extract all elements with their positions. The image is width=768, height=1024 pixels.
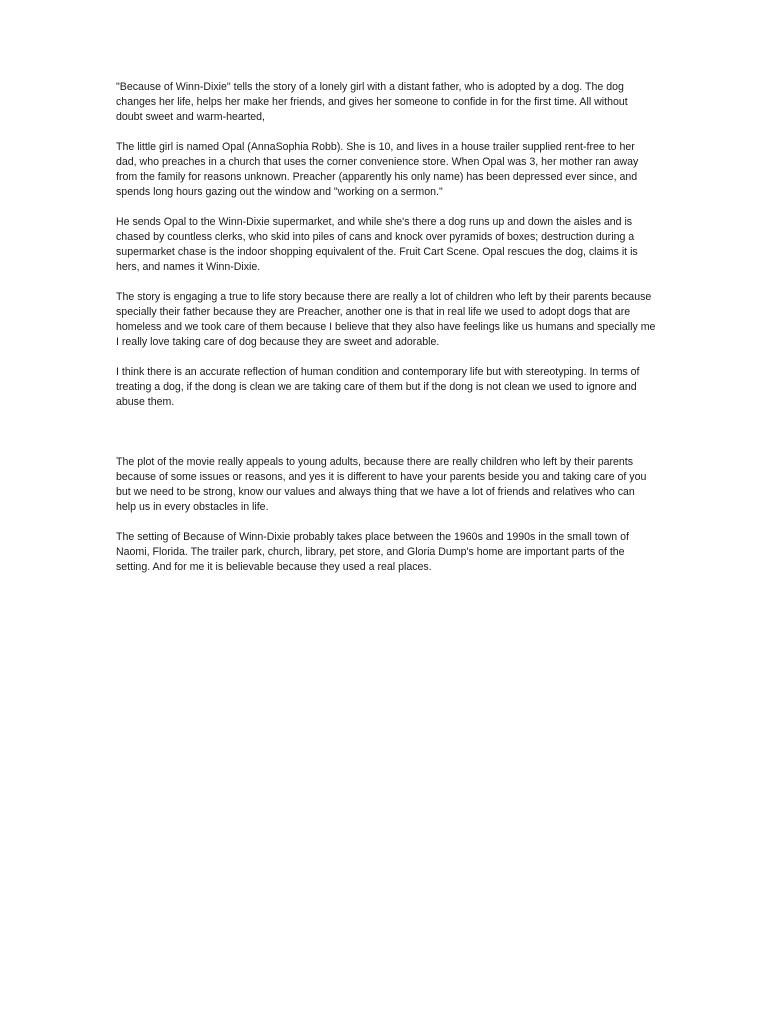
paragraph-opal: The little girl is named Opal (AnnaSophia Robb). She is 10, and lives in a house trailer supplied rent-free to her dad, who preaches in a church that uses the corner convenience store. When Opal was 3, her mother ran away from the family for reasons unknown. Preacher (apparently his only name) has been depressed ever since, and spends long hours gazing out the window and "working on a sermon." bbox=[116, 141, 639, 198]
blank-gap bbox=[116, 425, 656, 455]
paragraph-setting: The setting of Because of Winn-Dixie probably takes place between the 1960s and 1990s in the small town of Naomi, Florida. The trailer park, church, library, pet store, and Gloria Dump's home are important parts of the setting. And for me it is believable because they used a real places. bbox=[116, 531, 629, 573]
paragraph-true-to-life: The story is engaging a true to life story because there are really a lot of children who left by their parents because specially their father because they are Preacher, another one is that in real life we used to adopt dogs that are homeless and we took care of them because I believe that they also have feelings like us humans and specially me I really love taking care of dog because they are sweet and adorable. bbox=[116, 291, 656, 348]
paragraph-plot: The plot of the movie really appeals to young adults, because there are really children who left by their parents because of some issues or reasons, and yes it is different to have your parents beside you and taking care of you but we need to be strong, know our values and always thing that we have a lot of friends and relatives who can help us in every obstacles in life. bbox=[116, 456, 647, 513]
paragraph-reflection: I think there is an accurate reflection of human condition and contemporary life but with stereotyping. In terms of treating a dog, if the dong is clean we are taking care of them but if the dong is not clean we used to ignore and abuse them. bbox=[116, 366, 640, 408]
paragraph-supermarket: He sends Opal to the Winn-Dixie supermarket, and while she's there a dog runs up and down the aisles and is chased by countless clerks, who skid into piles of cans and knock over pyramids of boxes; destruction during a supermarket chase is the indoor shopping equivalent of the. Fruit Cart Scene. Opal rescues the dog, claims it is hers, and names it Winn-Dixie. bbox=[116, 216, 638, 273]
paragraph-intro: "Because of Winn-Dixie" tells the story of a lonely girl with a distant father, who is adopted by a dog. The dog changes her life, helps her make her friends, and gives her someone to confide in for the first time. All without doubt sweet and warm-hearted, bbox=[116, 81, 628, 123]
document-body bbox=[116, 80, 656, 590]
